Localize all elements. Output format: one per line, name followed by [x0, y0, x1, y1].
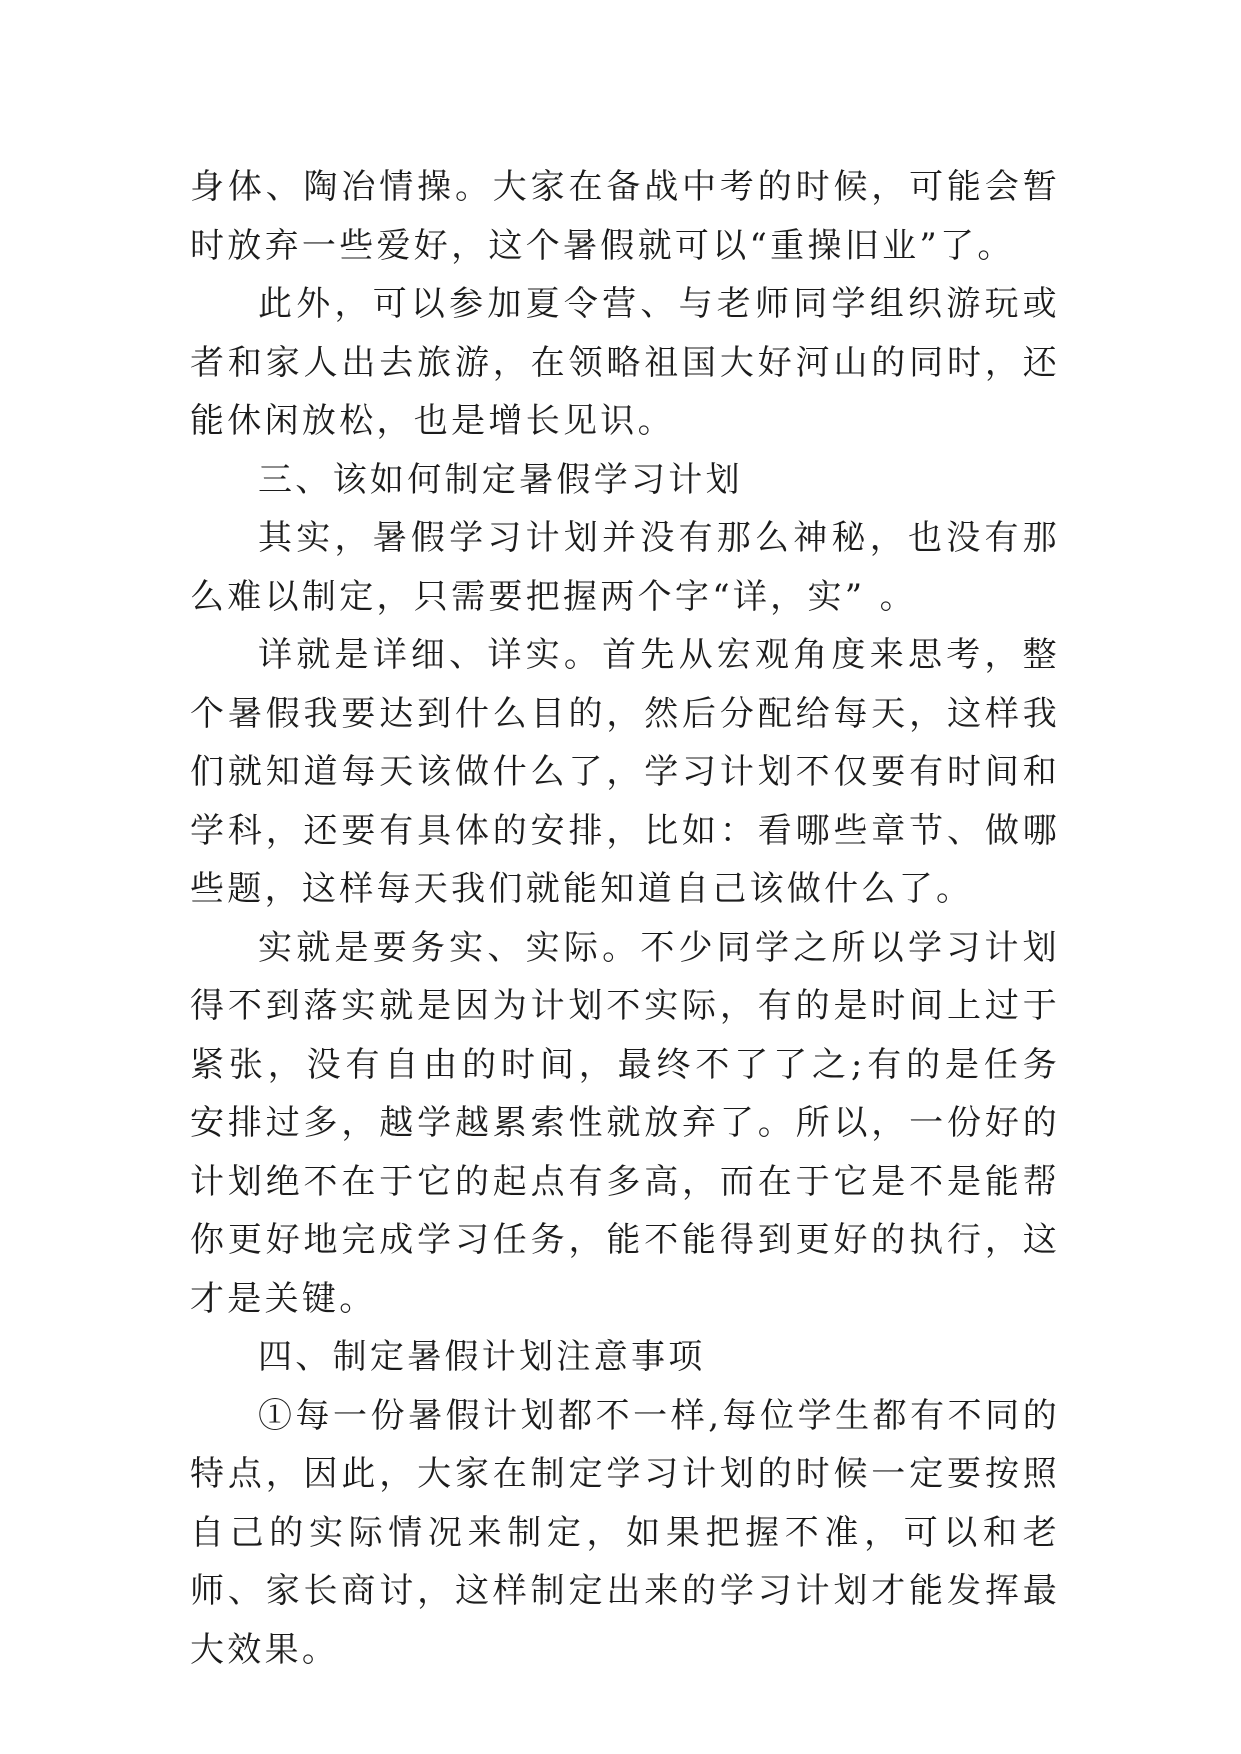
- paragraph-summer-activities: 此外，可以参加夏令营、与老师同学组织游玩或者和家人出去旅游，在领略祖国大好河山的同时，还能休闲放松，也是增长见识。: [190, 284, 1060, 441]
- paragraph-detail: 详就是详细、详实。首先从宏观角度来思考，整个暑假我要达到什么目的，然后分配给每天，这样我们就知道每天该做什么了，学习计划不仅要有时间和学科，还要有具体的安排，比如：看哪些章节、做哪些题，这样每天我们就能知道自己该做什么了。: [190, 635, 1060, 909]
- paragraph-plan-intro: 其实，暑假学习计划并没有那么神秘，也没有那么难以制定，只需要把握两个字“详，实” 。: [190, 518, 1060, 617]
- section-heading-3: 三、该如何制定暑假学习计划: [258, 459, 743, 500]
- paragraph-continuation: 身体、陶冶情操。大家在备战中考的时候，可能会暂时放弃一些爱好，这个暑假就可以“重操旧业”了。: [190, 167, 1060, 266]
- section-heading-4: 四、制定暑假计划注意事项: [258, 1337, 706, 1377]
- paragraph-note-1: ①每一份暑假计划都不一样,每位学生都有不同的特点，因此，大家在制定学习计划的时候一定要按照自己的实际情况来制定，如果把握不准，可以和老师、家长商讨，这样制定出来的学习计划才能发挥最大效果。: [190, 1395, 1060, 1670]
- document-body: [190, 158, 1060, 1679]
- paragraph-practical: 实就是要务实、实际。不少同学之所以学习计划得不到落实就是因为计划不实际，有的是时间上过于紧张，没有自由的时间，最终不了了之;有的是任务安排过多，越学越累索性就放弃了。所以，一份好的计划绝不在于它的起点有多高，而在于它是不是能帮你更好地完成学习任务，能不能得到更好的执行，这才是关键。: [190, 927, 1060, 1319]
